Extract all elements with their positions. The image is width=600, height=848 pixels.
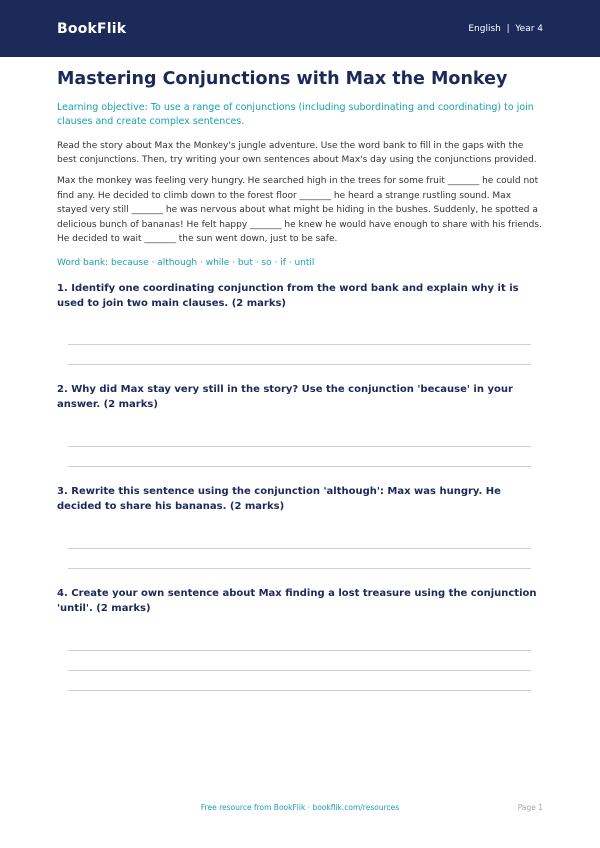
worksheet-body	[57, 64, 543, 270]
answer-line[interactable]	[68, 568, 531, 569]
question-4: 4. Create your own sentence about Max finding a lost treasure using the conjunction 'until'. (2 marks)	[57, 588, 537, 614]
page-header	[0, 0, 600, 57]
learning-objective: Learning objective: To use a range of conjunctions (including subordinating and coordinating) to join clauses and create complex sentences.	[57, 102, 534, 127]
answer-line[interactable]	[68, 650, 531, 651]
page-number: Page 1	[517, 803, 543, 812]
page-title: Mastering Conjunctions with Max the Monkey	[57, 69, 508, 89]
answer-line[interactable]	[68, 690, 531, 691]
question-3: 3. Rewrite this sentence using the conjunction 'although': Max was hungry. He decided to share his bananas. (2 marks)	[57, 486, 501, 512]
answer-line[interactable]	[68, 446, 531, 447]
story-text: Max the monkey was feeling very hungry. He searched high in the trees for some fruit _______ he could not find any. He decided to climb down to the forest floor _______ he heard a strange rustling sound. Max stayed very still _______ he was nervous about what might be hiding in the bushes. Suddenly, he spotted a delicious bunch of bananas! He felt happy _______ he knew he would have enough to share with his friends. He decided to wait _______ the sun went down, just to be safe.	[57, 176, 542, 244]
subject-label: English | Year 4	[468, 23, 543, 34]
answer-line[interactable]	[68, 364, 531, 365]
instructions: Read the story about Max the Monkey's jungle adventure. Use the word bank to fill in the gaps with the best conjunctions. Then, try writing your own sentences about Max's day using the conjunctions provided.	[57, 141, 537, 165]
brand-logo: BookFlik	[57, 20, 127, 37]
answer-line[interactable]	[68, 466, 531, 467]
answer-line[interactable]	[68, 344, 531, 345]
question-1: 1. Identify one coordinating conjunction from the word bank and explain why it is used to join two main clauses. (2 marks)	[57, 283, 519, 309]
answer-line[interactable]	[68, 670, 531, 671]
word-bank: Word bank: because · although · while · but · so · if · until	[57, 257, 315, 268]
footer-link[interactable]: Free resource from BookFlik · bookflik.com/resources	[200, 803, 400, 812]
answer-line[interactable]	[68, 548, 531, 549]
question-2: 2. Why did Max stay very still in the story? Use the conjunction 'because' in your answer. (2 marks)	[57, 384, 513, 410]
